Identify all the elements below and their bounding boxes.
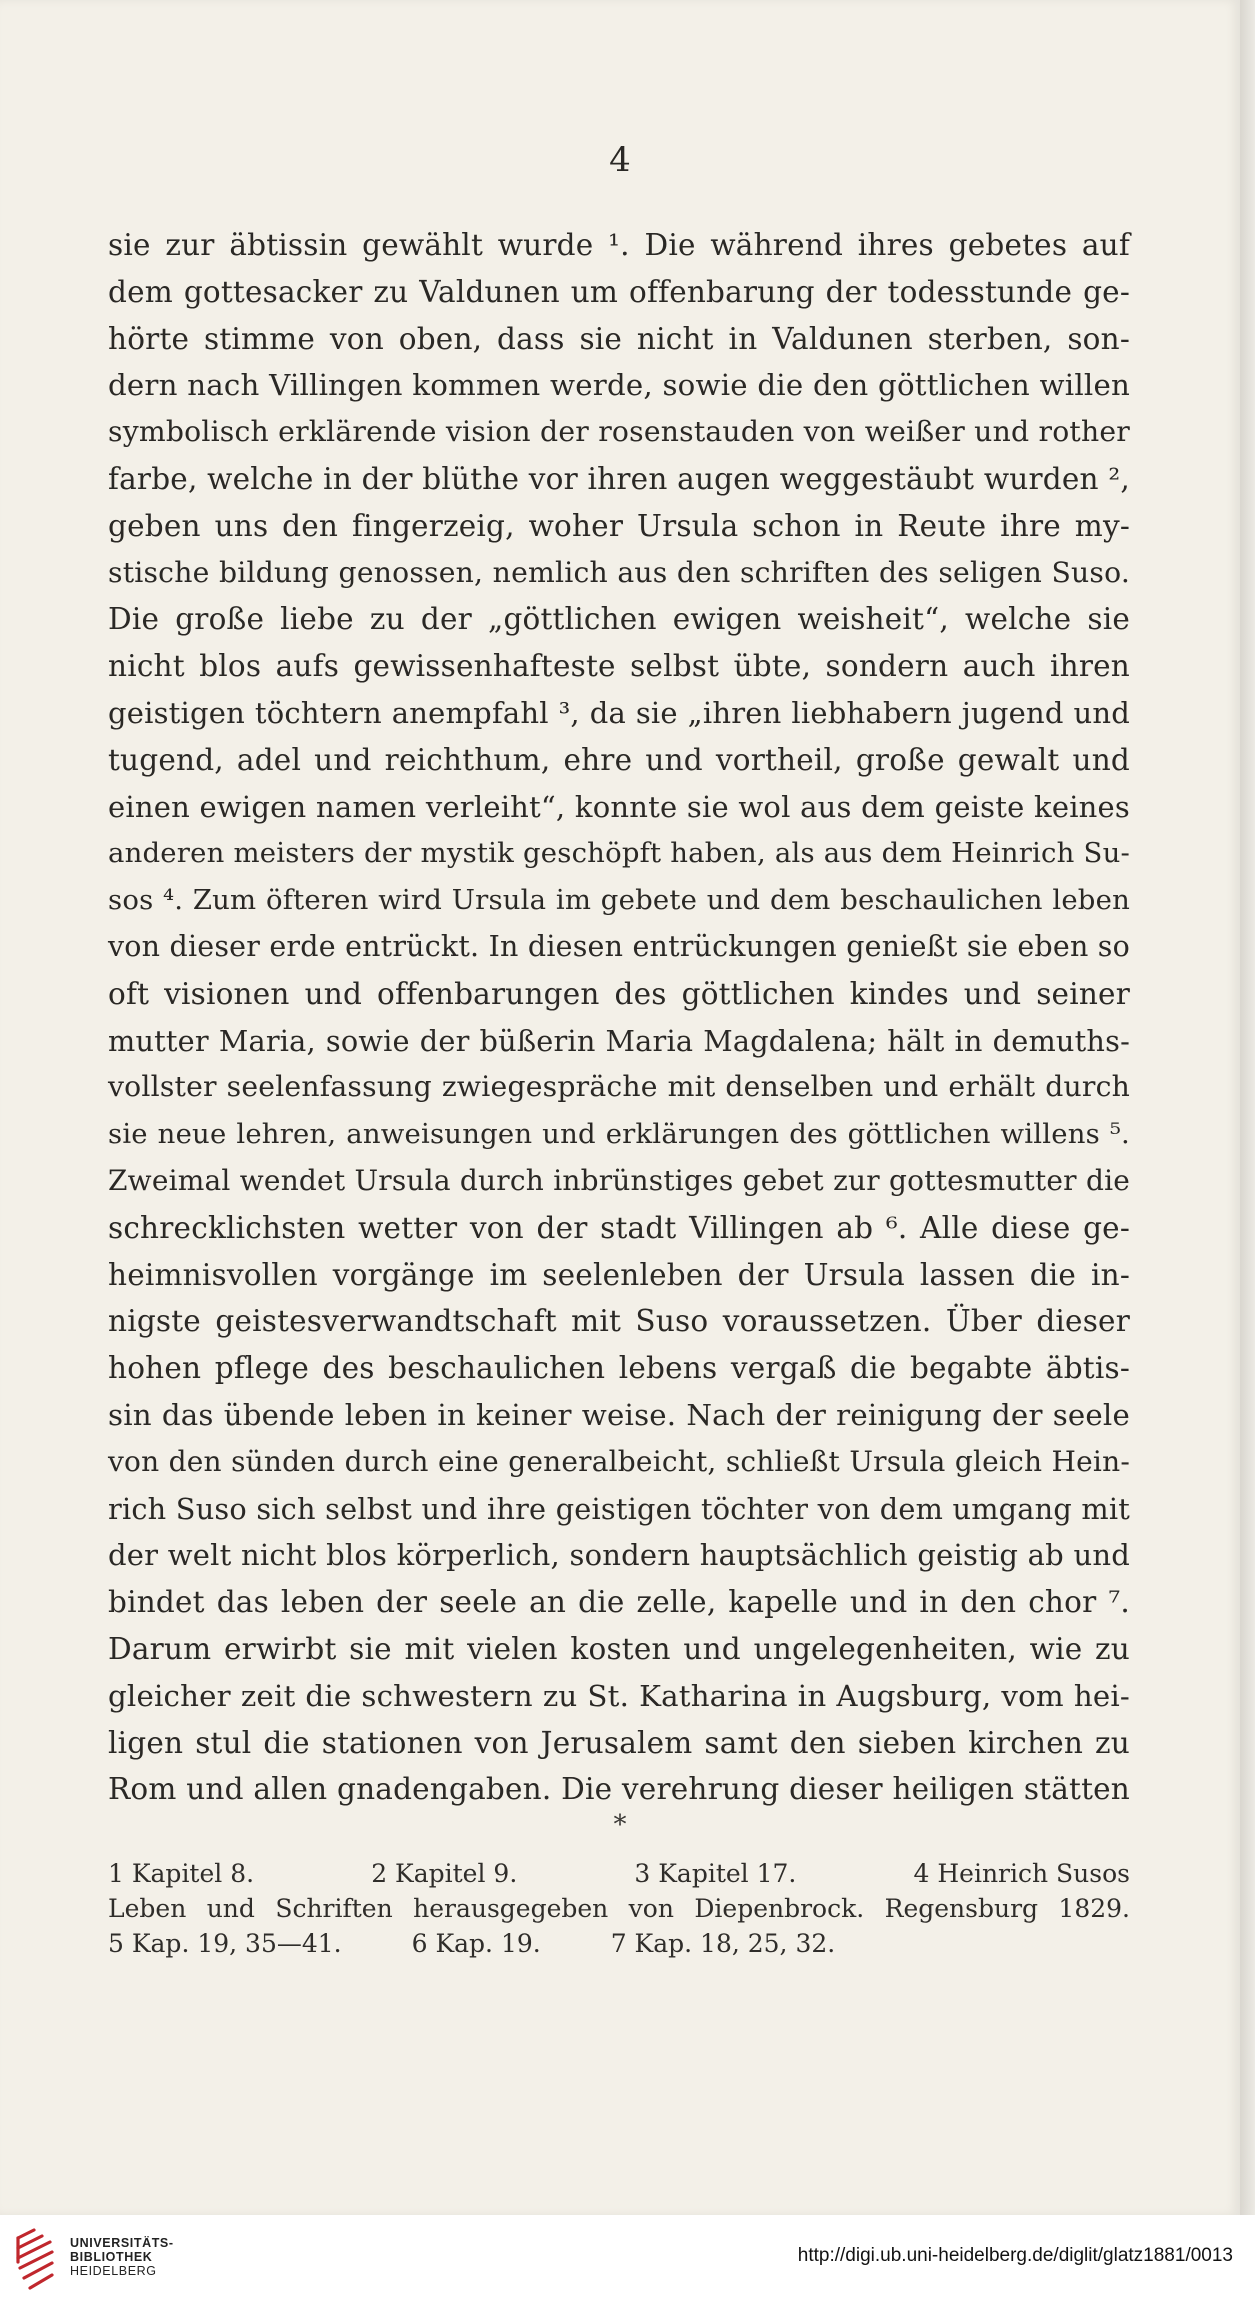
institution-line-1: UNIVERSITÄTS- (70, 2236, 174, 2250)
footnote-7: 7 Kap. 18, 25, 32. (610, 1929, 836, 1958)
footnote-5: 5 Kap. 19, 35—41. (108, 1929, 342, 1958)
body-text (108, 222, 1130, 1813)
footnote-4: 4 Heinrich Susos (913, 1859, 1130, 1888)
text-line: bindet das leben der seele an die zelle, kapelle und in den chor ⁷. (108, 1585, 1130, 1620)
text-line: mutter Maria, sowie der büßerin Maria Magdalena; hält in demuths- (108, 1023, 1130, 1058)
page-number: 4 (609, 140, 631, 180)
page-edge (1240, 0, 1255, 2215)
ub-heidelberg-logo-icon[interactable] (12, 2228, 62, 2294)
footnote-row-3 (108, 1926, 1130, 1961)
footnote-row-1 (108, 1856, 1130, 1891)
text-line: sin das übende leben in keiner weise. Nach der reinigung der seele (108, 1397, 1130, 1432)
institution-name[interactable] (70, 2236, 174, 2278)
text-line: Zweimal wendet Ursula durch inbrünstiges gebet zur gottesmutter die (108, 1163, 1130, 1197)
text-line: stische bildung genossen, nemlich aus den schriften des seligen Suso. (108, 555, 1130, 589)
text-line: anderen meisters der mystik geschöpft haben, als aus dem Heinrich Su- (108, 837, 1130, 870)
text-line: Rom und allen gnadengaben. Die verehrung dieser heiligen stätten (108, 1772, 1130, 1807)
footnote-3: 3 Kapitel 17. (634, 1859, 797, 1888)
text-line: geistigen töchtern anempfahl ³, da sie „ihren liebhabern jugend und (108, 695, 1130, 730)
text-line: nicht blos aufs gewissenhafteste selbst übte, sondern auch ihren (108, 649, 1130, 684)
text-line: heimnisvollen vorgänge im seelenleben der Ursula lassen die in- (108, 1257, 1130, 1292)
text-line: sos ⁴. Zum öfteren wird Ursula im gebete und dem beschaulichen leben (108, 884, 1130, 917)
text-line: dern nach Villingen kommen werde, sowie die den göttlichen willen (108, 368, 1130, 403)
text-line: hörte stimme von oben, dass sie nicht in Valdunen sterben, son- (108, 321, 1130, 356)
text-line: ligen stul die stationen von Jerusalem samt den sieben kirchen zu (108, 1725, 1130, 1760)
text-line: nigste geistesverwandtschaft mit Suso voraussetzen. Über dieser (108, 1304, 1130, 1339)
footnote-6: 6 Kap. 19. (411, 1929, 541, 1958)
text-line: der welt nicht blos körperlich, sondern hauptsächlich geistig ab und (108, 1538, 1130, 1573)
text-line: Die große liebe zu der „göttlichen ewigen weisheit“, welche sie (108, 602, 1130, 637)
footnotes (108, 1856, 1130, 1961)
footnote-row-2: Leben und Schriften herausgegeben von Diepenbrock. Regensburg 1829. (108, 1894, 1130, 1923)
institution-line-3: HEIDELBERG (70, 2264, 157, 2278)
text-line: rich Suso sich selbst und ihre geistigen töchter von dem umgang mit (108, 1491, 1130, 1526)
text-line: vollster seelenfassung zwiegespräche mit denselben und erhält durch (108, 1070, 1130, 1104)
text-line: dem gottesacker zu Valdunen um offenbarung der todesstunde ge- (108, 274, 1130, 309)
footnote-separator: * (613, 1810, 627, 1840)
text-line: gleicher zeit die schwestern zu St. Katharina in Augsburg, vom hei- (108, 1678, 1130, 1713)
text-line: einen ewigen namen verleiht“, konnte sie wol aus dem geiste keines (108, 789, 1130, 824)
text-line: sie neue lehren, anweisungen und erklärungen des göttlichen willens ⁵. (108, 1118, 1130, 1151)
footnote-1: 1 Kapitel 8. (108, 1859, 255, 1888)
text-line: schrecklichsten wetter von der stadt Villingen ab ⁶. Alle diese ge- (108, 1210, 1130, 1245)
text-line: tugend, adel und reichthum, ehre und vortheil, große gewalt und (108, 742, 1130, 777)
text-line: farbe, welche in der blüthe vor ihren augen weggestäubt wurden ², (108, 461, 1130, 496)
text-line: oft visionen und offenbarungen des göttlichen kindes und seiner (108, 976, 1130, 1011)
source-url-link[interactable]: http://digi.ub.uni-heidelberg.de/diglit/glatz1881/0013 (797, 2245, 1233, 2266)
text-line: von dieser erde entrückt. In diesen entrückungen genießt sie eben so (108, 929, 1130, 963)
text-line: geben uns den fingerzeig, woher Ursula schon in Reute ihre my- (108, 508, 1130, 543)
text-line: von den sünden durch eine generalbeicht, schließt Ursula gleich Hein- (108, 1444, 1130, 1478)
text-line: hohen pflege des beschaulichen lebens vergaß die begabte äbtis- (108, 1351, 1130, 1386)
text-line: sie zur äbtissin gewählt wurde ¹. Die während ihres gebetes auf (108, 228, 1130, 262)
text-line: symbolisch erklärende vision der rosenstauden von weißer und rother (108, 415, 1130, 449)
text-line: Darum erwirbt sie mit vielen kosten und ungelegenheiten, wie zu (108, 1631, 1130, 1666)
footnote-2: 2 Kapitel 9. (371, 1859, 518, 1888)
institution-line-2: BIBLIOTHEK (70, 2250, 153, 2264)
